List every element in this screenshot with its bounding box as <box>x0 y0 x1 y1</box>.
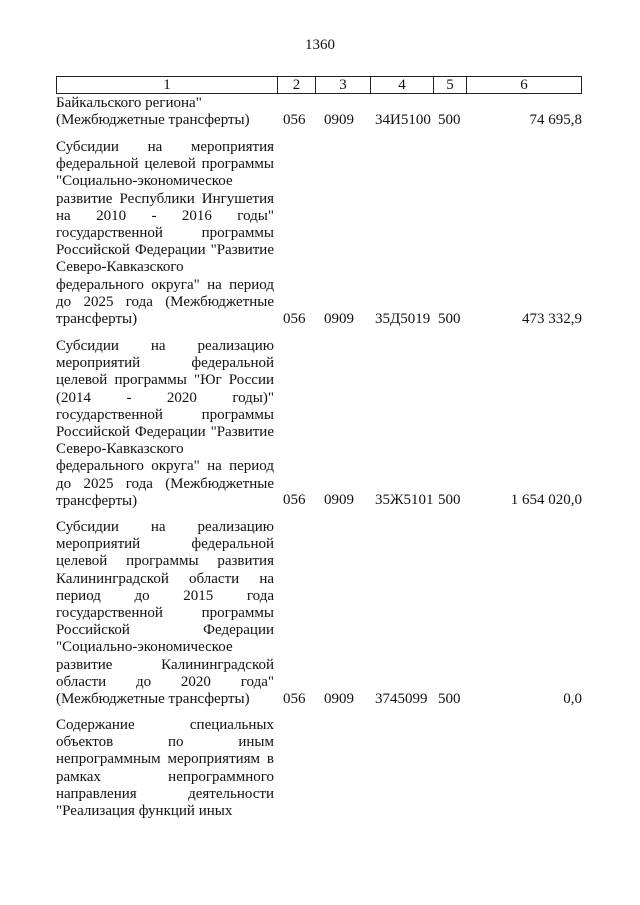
column-header-3: 3 <box>316 77 371 93</box>
amount: 1 654 020,0 <box>510 492 582 508</box>
amount: 0,0 <box>563 691 582 707</box>
row-description: Субсидии на мероприятия федеральной целевой программы "Социально-экономическое развитие Республики Ингушетия на 2010 - 2016 годы" государственной программы Российской Федерации "Развитие Северо-Кавказского федерального округа" на период до 2025 года (Межбюджетные трансферты) <box>56 139 274 328</box>
row-description: Субсидии на реализацию мероприятий федеральной целевой программы развития Калининградской области на период до 2015 года государственной программы Российской Федерации "Социально-экономическое развитие Калининградской области до 2020 года" (Межбюджетные трансферты) <box>56 519 274 708</box>
column-header-4: 4 <box>371 77 434 93</box>
expense-type-code: 500 <box>438 492 461 508</box>
row-description: Содержание специальных объектов по иным непрограммным мероприятиям в рамках непрограммного направления деятельности "Реализация функций иных <box>56 717 274 820</box>
target-code: 34И5100 <box>375 112 431 128</box>
column-header-2: 2 <box>278 77 316 93</box>
ministry-code: 056 <box>283 492 306 508</box>
expense-type-code: 500 <box>438 311 461 327</box>
ministry-code: 056 <box>283 311 306 327</box>
expense-type-code: 500 <box>438 691 461 707</box>
column-header-5: 5 <box>434 77 467 93</box>
column-header-1: 1 <box>57 77 278 93</box>
section-code: 0909 <box>324 112 354 128</box>
section-code: 0909 <box>324 311 354 327</box>
target-code: 35Ж5101 <box>375 492 434 508</box>
row-description: Байкальского региона" (Межбюджетные трансферты) <box>56 95 250 129</box>
section-code: 0909 <box>324 492 354 508</box>
amount: 74 695,8 <box>529 112 582 128</box>
target-code: 35Д5019 <box>375 311 431 327</box>
page-number: 1360 <box>305 37 335 53</box>
table-header <box>56 76 582 94</box>
row-description: Субсидии на реализацию мероприятий федеральной целевой программы "Юг России (2014 - 2020 годы)" государственной программы Российской Федерации "Развитие Северо-Кавказского федерального округа" на период до 2025 года (Межбюджетные трансферты) <box>56 338 274 509</box>
expense-type-code: 500 <box>438 112 461 128</box>
amount: 473 332,9 <box>522 311 582 327</box>
section-code: 0909 <box>324 691 354 707</box>
column-header-6: 6 <box>520 77 528 93</box>
ministry-code: 056 <box>283 112 306 128</box>
ministry-code: 056 <box>283 691 306 707</box>
target-code: 3745099 <box>375 691 428 707</box>
